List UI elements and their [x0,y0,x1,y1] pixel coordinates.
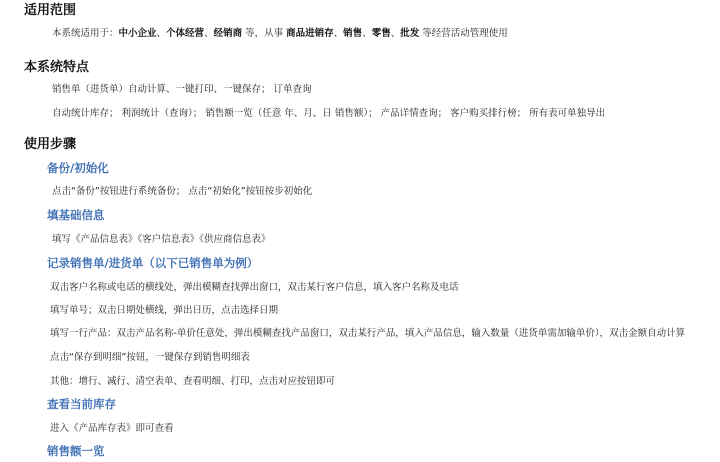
step-title-record: 记录销售单/进货单（以下已销售单为例） [47,256,259,270]
scope-text: 、 [156,28,167,39]
step-line: 进入《产品库存表》即可查看 [50,423,174,434]
section-heading-scope: 适用范围 [24,3,77,18]
scope-bold-individual: 个体经营 [166,28,205,39]
scope-bold-wholesale: 批发 [400,28,420,39]
step-title-basic-info: 填基础信息 [47,208,105,222]
scope-text: 、 [204,28,214,39]
feature-line: 自动统计库存； 利润统计（查询）； 销售额一览（任意 年、月、日 销售额）； 产品详情查询； 客户购买排行榜； 所有表可单独导出 [52,108,606,119]
scope-text: 、 [390,28,401,39]
step-line: 填写一行产品：双击产品名称-单价任意处，弹出模糊查找产品窗口，双击某行产品，填入产品信息，输入数量（进货单需加输单价），双击金额自动计算 [50,328,686,339]
scope-bold-sales: 销售 [343,28,363,39]
scope-bold-sme: 中小企业 [118,28,157,39]
scope-bold-retail: 零售 [371,28,391,39]
step-title-sales-overview: 销售额一览 [47,444,105,458]
feature-line: 销售单（进货单）自动计算、一键打印、一键保存； 订单查询 [52,84,312,95]
scope-text: 、 [362,28,372,39]
step-line: 填写《产品信息表》《客户信息表》《供应商信息表》 [52,234,271,245]
step-line: 双击客户名称或电话的横线处，弹出模糊查找弹出窗口，双击某行客户信息，填入客户名称及电话 [50,282,459,293]
step-line: 点击“保存到明细”按钮，一键保存到销售明细表 [50,352,250,363]
section-heading-steps: 使用步骤 [24,137,77,152]
scope-bold-dealer: 经销商 [213,28,243,39]
scope-bold-inventory: 商品进销存 [286,28,334,39]
section-heading-features: 本系统特点 [24,60,90,75]
step-title-inventory: 查看当前库存 [47,397,116,411]
step-title-backup: 备份/初始化 [47,161,109,175]
step-line: 点击“备份”按钮进行系统备份； 点击“初始化”按钮按步初始化 [52,186,313,197]
step-line: 填写单号；双击日期处横线，弹出日历，点击选择日期 [50,305,279,316]
scope-text: 等，从事 [242,28,287,39]
scope-text: 等经营活动管理使用 [419,28,508,39]
scope-text: 本系统适用于： [52,28,119,39]
step-line: 其他：增行、减行、清空表单、查看明细、打印，点击对应按钮即可 [50,376,336,387]
scope-text: 、 [333,28,344,39]
scope-description [52,27,508,40]
